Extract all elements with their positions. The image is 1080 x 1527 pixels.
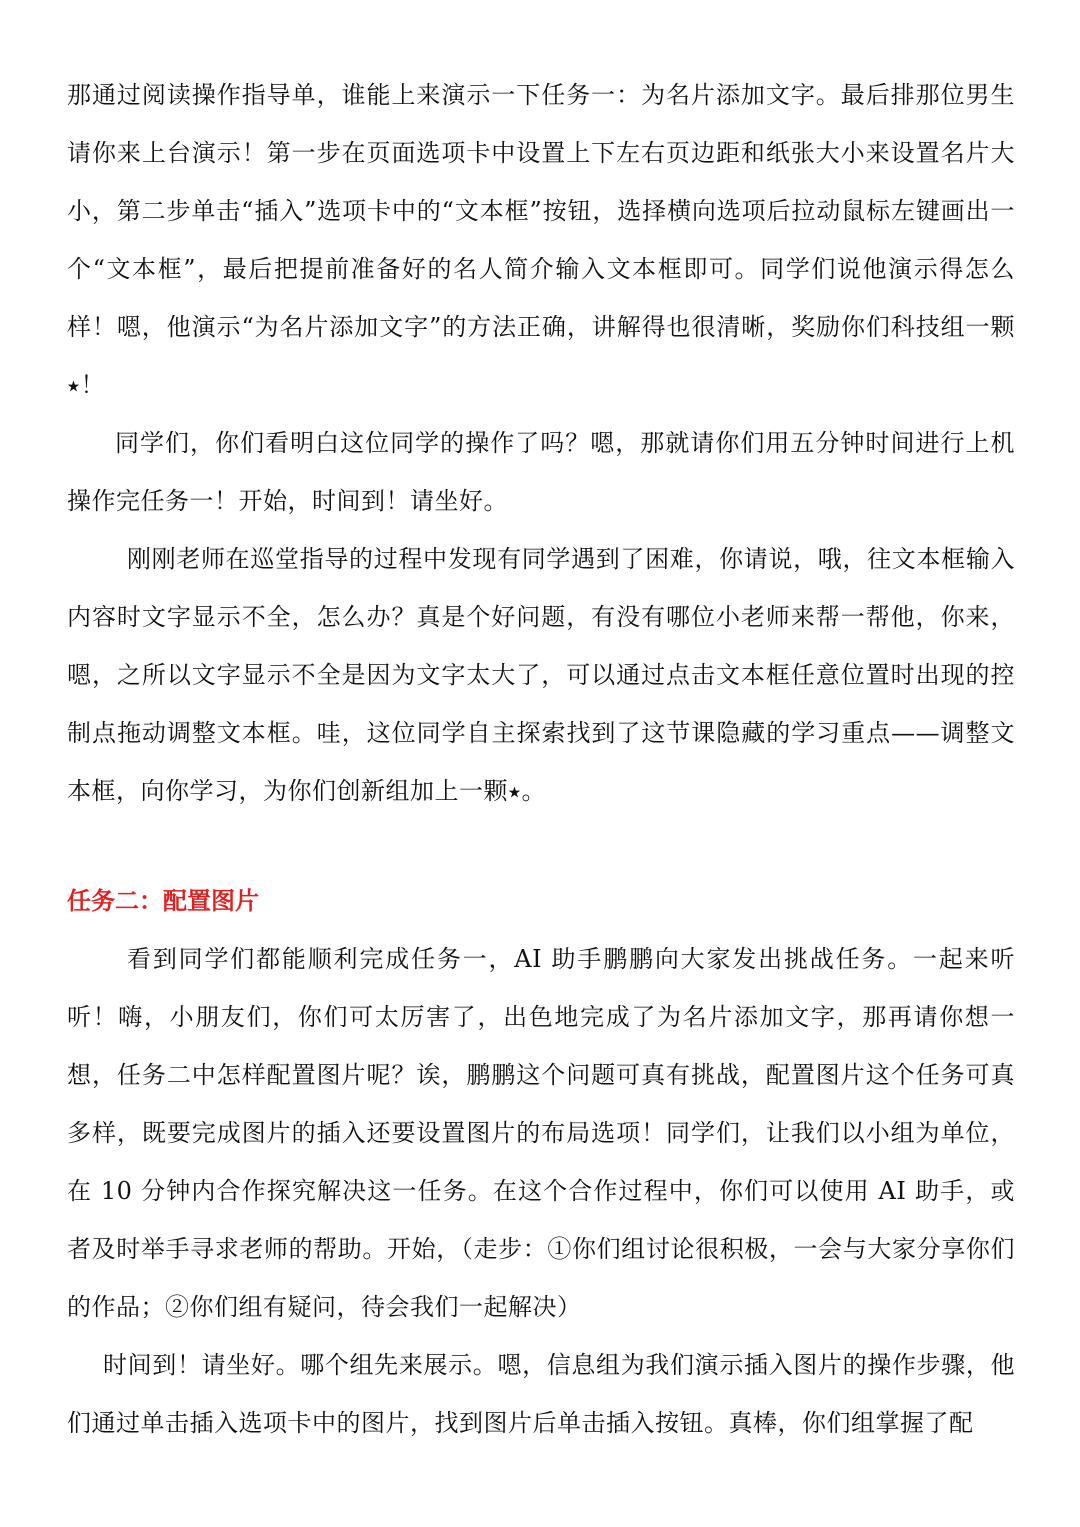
paragraph-task2-intro: 看到同学们都能顺利完成任务一，AI 助手鹏鹏向大家发出挑战任务。一起来听听！嗨，小朋友们，你们可太厉害了，出色地完成了为名片添加文字，那再请你想一想，任务二中怎样配置图片呢？诶，鹏鹏这个问题可真有挑战，配置图片这个任务可真多样，既要完成图片的插入还要设置图片的布局选项！同学们，让我们以小组为单位，在 10 分钟内合作探究解决这一任务。在这个合作过程中，你们可以使用 AI 助手，或者及时举手寻求老师的帮助。开始，（走步：①你们组讨论很积极，一会与大家分享你们的作品；②你们组有疑问，待会我们一起解决） <box>67 945 1015 1321</box>
paragraph-textbox-problem: 刚刚老师在巡堂指导的过程中发现有同学遇到了困难，你请说，哦，往文本框输入内容时文字显示不全，怎么办？真是个好问题，有没有哪位小老师来帮一帮他，你来，嗯，之所以文字显示不全是因为文字太大了，可以通过点击文本框任意位置时出现的控制点拖动调整文本框。哇，这位同学自主探索找到了这节课隐藏的学习重点——调整文本框，向你学习，为你们创新组加上一颗⭑。 <box>67 545 1015 805</box>
section-spacer <box>67 820 1015 872</box>
section-heading-task2: 任务二：配置图片 <box>67 887 259 915</box>
paragraph-task1-demo: 那通过阅读操作指导单，谁能上来演示一下任务一：为名片添加文字。最后排那位男生请你来上台演示！第一步在页面选项卡中设置上下左右页边距和纸张大小来设置名片大小，第二步单击“插入”选项卡中的“文本框”按钮，选择横向选项后拉动鼠标左键画出一个“文本框”，最后把提前准备好的名人简介输入文本框即可。同学们说他演示得怎么样！嗯，他演示“为名片添加文字”的方法正确，讲解得也很清晰，奖励你们科技组一颗⭑！ <box>67 81 1015 399</box>
paragraph-task1-practice: 同学们，你们看明白这位同学的操作了吗？嗯，那就请你们用五分钟时间进行上机操作完任务一！开始，时间到！请坐好。 <box>67 429 1015 515</box>
paragraph-task2-showcase: 时间到！请坐好。哪个组先来展示。嗯，信息组为我们演示插入图片的操作步骤，他们通过单击插入选项卡中的图片，找到图片后单击插入按钮。真棒，你们组掌握了配 <box>67 1351 1015 1437</box>
document-page <box>67 66 1015 1452</box>
